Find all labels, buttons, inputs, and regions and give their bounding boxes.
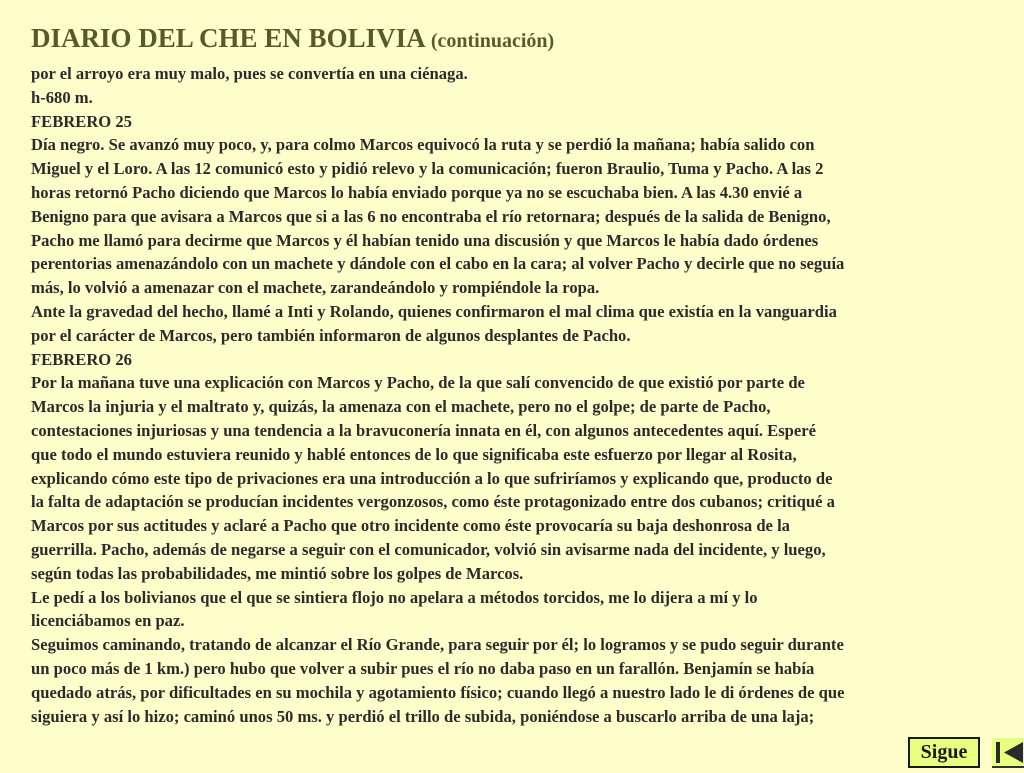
- text-line: Marcos la injuria y el maltrato y, quizás, la amenaza con el machete, pero no el golpe; de parte de Pacho,: [31, 397, 771, 417]
- text-line: un poco más de 1 km.) pero hubo que volver a subir pues el río no daba paso en un farallón. Benjamín se había: [31, 658, 815, 678]
- text-line: guerrilla. Pacho, además de negarse a seguir con el comunicador, volvió sin avisarme nada del incidente, y luego,: [31, 539, 826, 559]
- text-line: Miguel y el Loro. A las 12 comunicó esto y pidió relevo y la comunicación; fueron Braulio, Tuma y Pacho. A las 2: [31, 159, 824, 179]
- next-page-button[interactable]: Sigue: [908, 737, 980, 768]
- text-line: contestaciones injuriosas y una tendencia a la bravuconería innata en él, con algunos antecedentes aquí. Esperé: [31, 420, 816, 440]
- title-main: DIARIO DEL CHE EN BOLIVIA: [31, 23, 425, 53]
- title-subtitle: (continuación): [430, 30, 555, 52]
- text-line: quedado atrás, por dificultades en su mochila y agotamiento físico; cuando llegó a nuestro lado le di órdenes de que: [31, 682, 845, 702]
- text-line: Seguimos caminando, tratando de alcanzar el Río Grande, para seguir por él; lo logramos y se pudo seguir durante: [31, 635, 844, 655]
- text-line: horas retornó Pacho diciendo que Marcos lo había enviado porque ya no se escuchaba bien. A las 4.30 envié a: [31, 182, 803, 202]
- text-line: más, lo volvió a amenazar con el machete, zarandeándolo y rompiéndole la ropa.: [31, 278, 600, 298]
- text-line: Marcos por sus actitudes y aclaré a Pacho que otro incidente como éste provocaría su baja deshonrosa de la: [31, 516, 790, 536]
- text-line: h-680 m.: [31, 87, 93, 107]
- text-line: Pacho me llamó para decirme que Marcos y él habían tenido una discusión y que Marcos le había dado órdenes: [31, 230, 819, 250]
- text-line: Ante la gravedad del hecho, llamé a Inti y Rolando, quienes confirmaron el mal clima que existía en la vanguardia: [31, 301, 837, 321]
- date-heading: FEBRERO 26: [31, 349, 132, 369]
- date-heading: FEBRERO 25: [31, 111, 132, 131]
- text-line: por el carácter de Marcos, pero también informaron de algunos desplantes de Pacho.: [31, 325, 631, 345]
- text-line: siguiera y así lo hizo; caminó unos 50 ms. y perdió el trillo de subida, poniéndose a buscarlo arriba de una laja;: [31, 706, 815, 726]
- text-line: perentorias amenazándolo con un machete y dándole con el cabo en la cara; al volver Pacho y decirle que no seguía: [31, 254, 845, 274]
- text-line: explicando cómo este tipo de privaciones era una introducción a lo que sufriríamos y explicando que, producto de: [31, 468, 833, 488]
- text-line: Le pedí a los bolivianos que el que se sintiera flojo no apelara a métodos torcidos, me lo dijera a mí y lo: [31, 587, 758, 607]
- text-line: que todo el mundo estuviera reunido y hablé entonces de lo que significaba este esfuerzo por llegar al Rosita,: [31, 444, 797, 464]
- text-line: la falta de adaptación se producían incidentes vergonzosos, como éste protagonizado entre dos cubanos; critiqué a: [31, 492, 835, 512]
- text-line: Día negro. Se avanzó muy poco, y, para colmo Marcos equivocó la ruta y se perdió la mañana; había salido con: [31, 135, 815, 155]
- text-line: Benigno para que avisara a Marcos que si a las 6 no encontraba el río retornara; después de la salida de Benigno,: [31, 206, 831, 226]
- skip-to-end-icon[interactable]: [992, 737, 1024, 768]
- text-line: por el arroyo era muy malo, pues se convertía en una ciénaga.: [31, 64, 468, 83]
- text-line: Por la mañana tuve una explicación con Marcos y Pacho, de la que salí convencido de que existió por parte de: [31, 373, 805, 393]
- page-title: [31, 20, 554, 59]
- text-line: según todas las probabilidades, me mintió sobre los golpes de Marcos.: [31, 563, 524, 583]
- text-line: licenciábamos en paz.: [31, 611, 185, 631]
- diary-text: [31, 62, 1011, 728]
